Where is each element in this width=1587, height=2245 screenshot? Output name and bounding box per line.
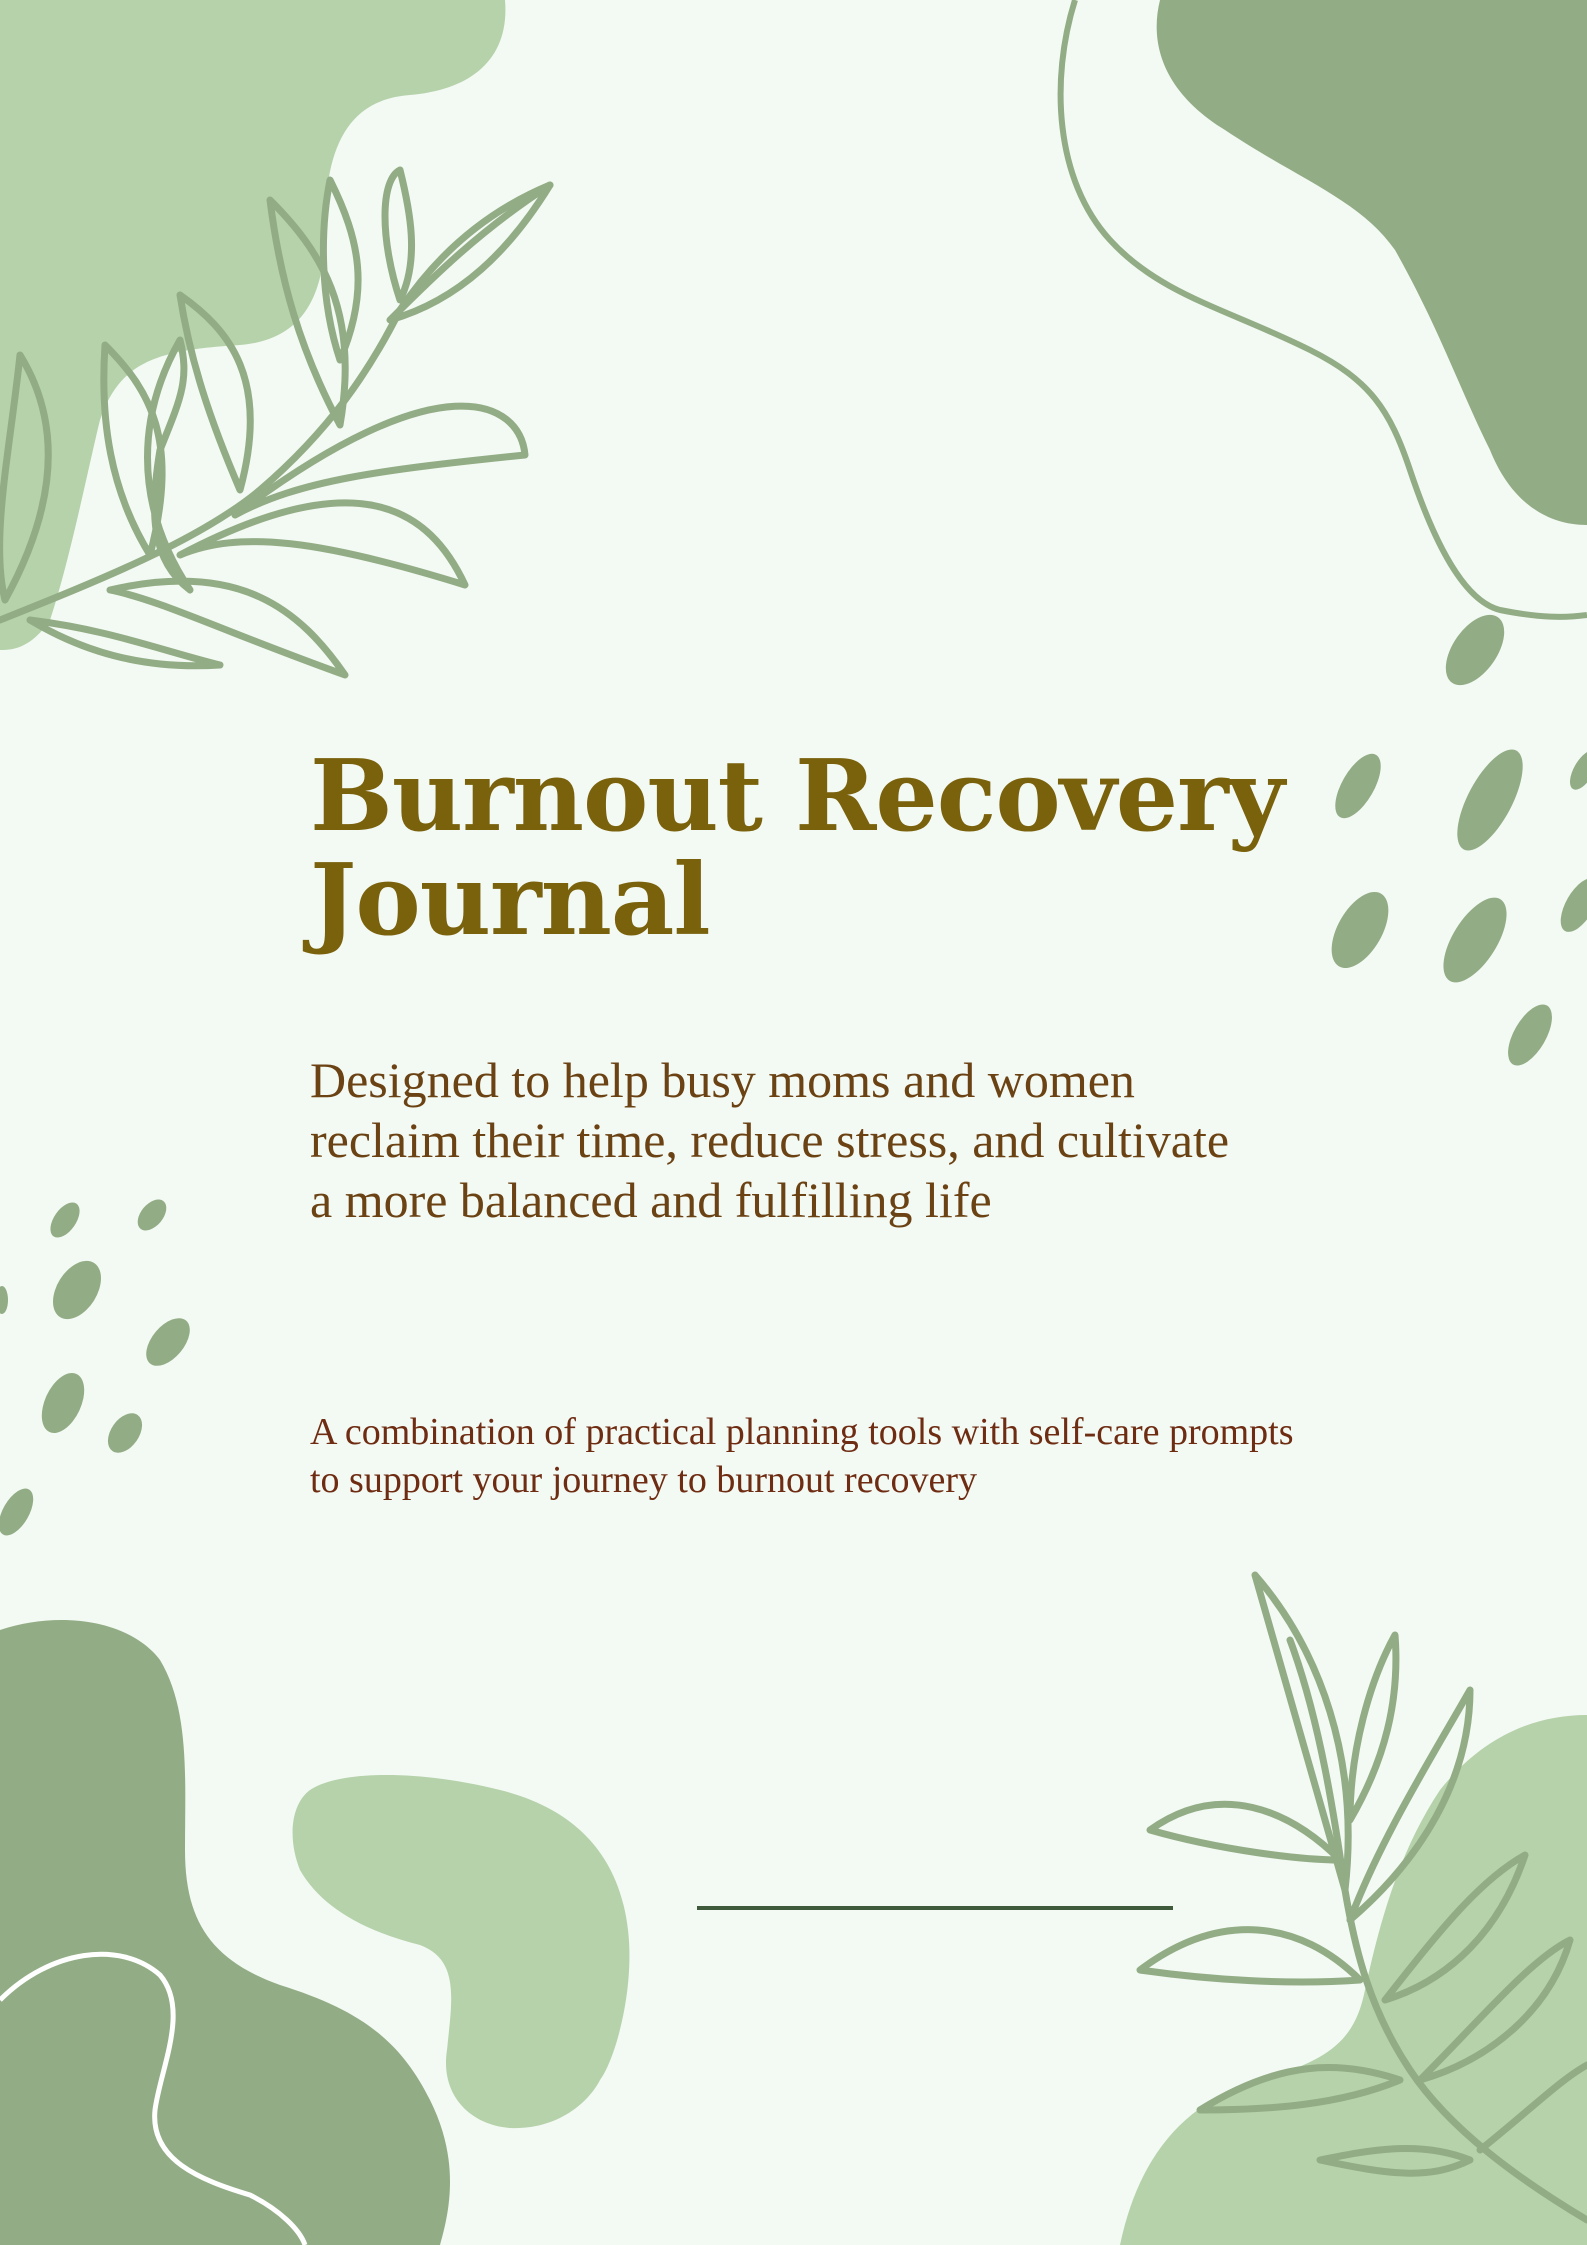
journal-subtitle: Designed to help busy moms and women reclaim their time, reduce stress, and cultivate a more balanced and fulfilling life bbox=[310, 1052, 1230, 1228]
journal-tagline: A combination of practical planning tools with self-care prompts to support your journey to burnout recovery bbox=[310, 1411, 1294, 1501]
signature-line bbox=[697, 1906, 1173, 1910]
water-droplets-left-icon bbox=[0, 1194, 198, 1541]
water-droplets-right-icon bbox=[1320, 605, 1587, 1073]
top-left-blob bbox=[0, 0, 505, 650]
top-right-blob bbox=[1157, 0, 1587, 525]
journal-title: Burnout Recovery Journal bbox=[310, 739, 1284, 958]
